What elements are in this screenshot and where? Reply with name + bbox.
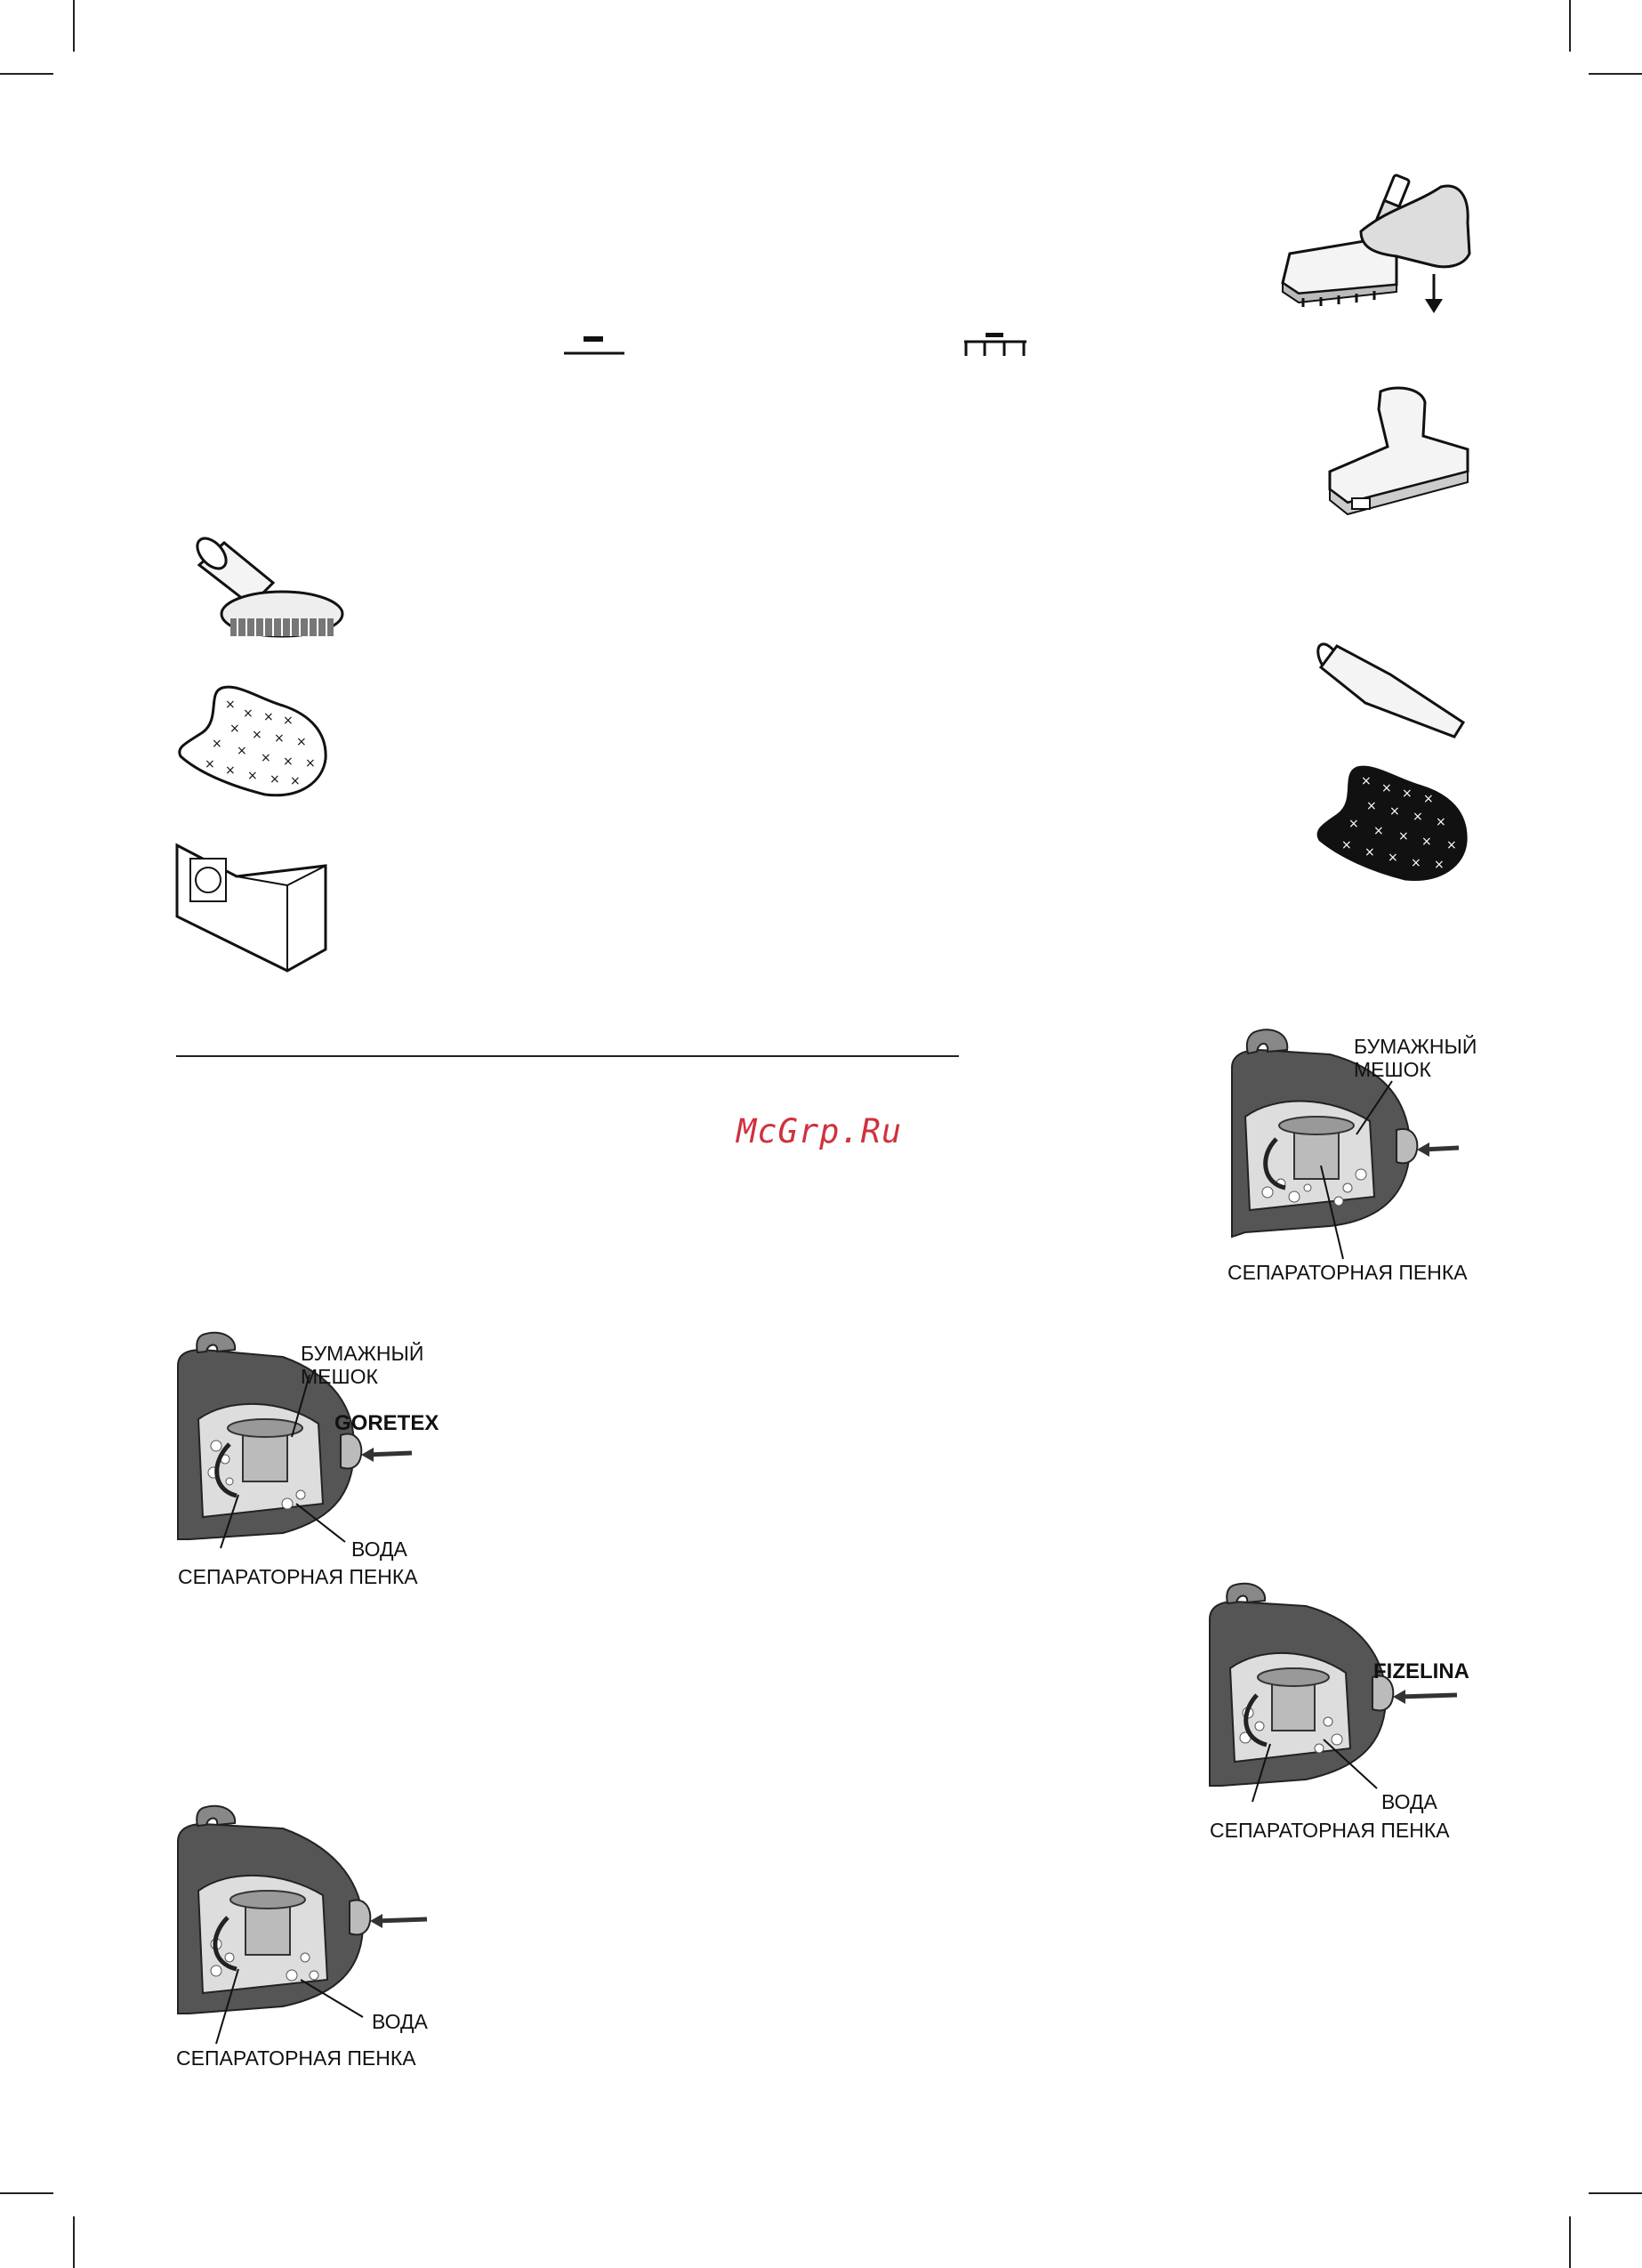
svg-text:×: × bbox=[243, 706, 254, 721]
crevice-nozzle-icon bbox=[1312, 641, 1477, 747]
top-right-foam-label: СЕПАРАТОРНАЯ ПЕНКА bbox=[1227, 1261, 1468, 1284]
floor-setting-icon bbox=[562, 334, 626, 357]
crop-mark-bl-v bbox=[73, 2216, 75, 2268]
svg-text:×: × bbox=[1364, 845, 1375, 860]
watermark: McGrp.Ru bbox=[736, 1112, 903, 1150]
svg-text:×: × bbox=[283, 755, 294, 769]
crop-mark-br-v bbox=[1569, 2216, 1571, 2268]
middle-right-filter-label: FIZELINA bbox=[1373, 1659, 1469, 1683]
svg-text:×: × bbox=[261, 751, 271, 765]
bottom-left-foam-label: СЕПАРАТОРНАЯ ПЕНКА bbox=[176, 2046, 416, 2070]
svg-text:×: × bbox=[237, 744, 247, 758]
svg-text:×: × bbox=[1436, 815, 1446, 829]
svg-text:×: × bbox=[1361, 774, 1372, 788]
svg-text:×: × bbox=[283, 714, 294, 728]
svg-text:×: × bbox=[1421, 835, 1432, 849]
svg-text:×: × bbox=[270, 772, 280, 787]
svg-text:×: × bbox=[290, 774, 301, 788]
svg-text:×: × bbox=[205, 757, 215, 771]
svg-text:×: × bbox=[274, 731, 285, 746]
svg-text:×: × bbox=[1423, 792, 1434, 806]
black-filter-icon bbox=[1315, 763, 1475, 888]
svg-text:×: × bbox=[1411, 856, 1421, 870]
section-divider bbox=[176, 1055, 959, 1057]
middle-right-foam-label: СЕПАРАТОРНАЯ ПЕНКА bbox=[1210, 1819, 1450, 1842]
svg-text:×: × bbox=[229, 722, 240, 736]
upholstery-nozzle-icon bbox=[1325, 383, 1477, 525]
svg-text:×: × bbox=[1366, 799, 1377, 813]
svg-text:×: × bbox=[1381, 781, 1392, 795]
white-filter-icon bbox=[176, 683, 332, 803]
paper-bag-icon bbox=[174, 841, 330, 974]
crop-mark-tl-h bbox=[0, 73, 53, 75]
svg-text:×: × bbox=[296, 735, 307, 749]
svg-text:×: × bbox=[252, 728, 262, 742]
svg-text:×: × bbox=[247, 769, 258, 783]
round-brush-icon bbox=[189, 534, 349, 667]
middle-left-foam-label: СЕПАРАТОРНАЯ ПЕНКА bbox=[178, 1565, 418, 1588]
svg-text:×: × bbox=[212, 737, 222, 751]
vacuum-cutaway-middle-right bbox=[1208, 1588, 1466, 1806]
top-right-paper-bag-label: БУМАЖНЫЙ МЕШОК bbox=[1354, 1035, 1477, 1081]
svg-text:×: × bbox=[225, 763, 236, 778]
crop-mark-tr-v bbox=[1569, 0, 1571, 52]
middle-left-filter-label: GORETEX bbox=[334, 1411, 439, 1435]
svg-text:×: × bbox=[1402, 787, 1413, 801]
middle-left-water-label: ВОДА bbox=[351, 1538, 407, 1561]
crop-mark-br-h bbox=[1589, 2192, 1642, 2194]
crop-mark-tr-h bbox=[1589, 73, 1642, 75]
svg-text:×: × bbox=[305, 756, 316, 771]
floor-nozzle-with-foot-icon bbox=[1263, 169, 1477, 329]
svg-text:×: × bbox=[1373, 824, 1384, 838]
svg-text:×: × bbox=[1389, 804, 1400, 819]
svg-text:×: × bbox=[263, 710, 274, 724]
middle-left-paper-bag-label: БУМАЖНЫЙ МЕШОК bbox=[301, 1342, 424, 1388]
bottom-left-water-label: ВОДА bbox=[372, 2010, 428, 2033]
svg-text:×: × bbox=[1388, 851, 1398, 865]
svg-text:×: × bbox=[1341, 838, 1352, 852]
svg-text:×: × bbox=[1398, 829, 1409, 843]
vacuum-cutaway-bottom-left bbox=[176, 1811, 434, 2033]
svg-text:×: × bbox=[1348, 817, 1359, 831]
middle-right-water-label: ВОДА bbox=[1381, 1790, 1437, 1813]
svg-text:×: × bbox=[1413, 810, 1423, 824]
svg-text:×: × bbox=[225, 698, 236, 712]
crop-mark-tl-v bbox=[73, 0, 75, 52]
carpet-setting-icon bbox=[962, 331, 1028, 358]
crop-mark-bl-h bbox=[0, 2192, 53, 2194]
svg-text:×: × bbox=[1446, 838, 1457, 852]
svg-text:×: × bbox=[1434, 858, 1445, 872]
